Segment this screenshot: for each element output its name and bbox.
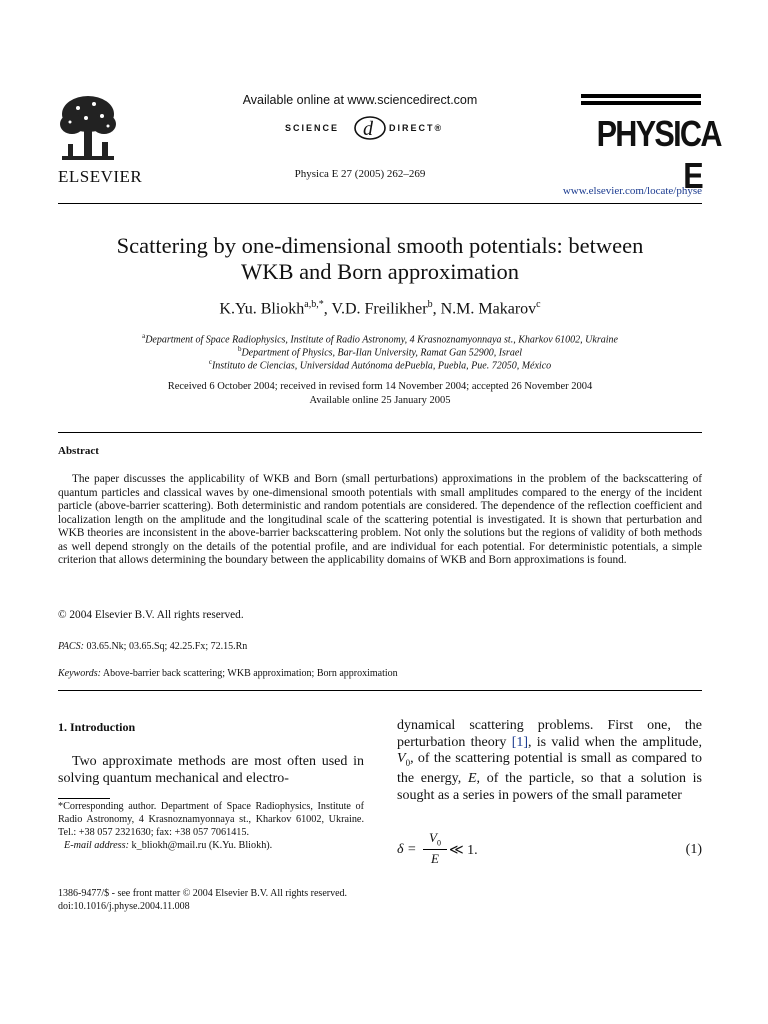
author-affil-mark: a,b,* xyxy=(304,299,324,310)
front-matter xyxy=(58,887,347,913)
elsevier-tree-logo xyxy=(58,94,118,166)
fraction-denominator: E xyxy=(431,850,439,866)
intro-paragraph-left: Two approximate methods are most often used in solving quantum mechanical and electro- xyxy=(58,754,364,786)
fraction-bar xyxy=(423,849,447,850)
citation-link[interactable]: [1] xyxy=(511,734,529,750)
para-text: , of the particle, so that a solution is sought as a series in powers of the small parameter xyxy=(397,771,703,803)
symbol-v: V xyxy=(397,751,406,766)
title-line-1: Scattering by one-dimensional smooth potentials: between xyxy=(116,233,644,258)
affil-mark: a xyxy=(142,332,146,340)
svg-text:d: d xyxy=(363,118,373,140)
fraction-numerator xyxy=(423,830,447,848)
abstract-top-divider xyxy=(58,432,702,433)
article-title xyxy=(58,233,702,285)
abstract-heading: Abstract xyxy=(58,445,99,457)
para-text: , is valid when the amplitude, xyxy=(528,734,702,750)
equation-number: (1) xyxy=(685,842,702,857)
issn-line: 1386-9477/$ - see front matter © 2004 Elsevier B.V. All rights reserved. xyxy=(58,888,348,899)
author-affil-mark: c xyxy=(536,299,541,310)
keywords-label: Keywords: xyxy=(58,668,101,679)
affil-mark: b xyxy=(237,345,242,353)
equation-1 xyxy=(397,828,702,868)
equation-fraction xyxy=(423,830,447,867)
affiliation-c xyxy=(58,358,702,371)
abstract-bottom-divider xyxy=(58,690,702,691)
available-online-text: Available online at www.sciencedirect.com xyxy=(242,93,478,107)
received-dates: Received 6 October 2004; received in revised form 14 November 2004; accepted 26 November 2004 xyxy=(167,381,593,392)
journal-logo-bars xyxy=(581,94,701,108)
para-text: dynamical scattering problems. First one, the perturbation theory xyxy=(397,718,702,750)
intro-paragraph-right xyxy=(397,718,702,804)
para-text: , of the scattering potential is small as compared to the energy, xyxy=(397,751,702,787)
numerator-sub: 0 xyxy=(436,838,441,848)
author-list xyxy=(58,299,702,318)
corresponding-author-footnote xyxy=(58,800,364,852)
keywords xyxy=(58,668,398,679)
pacs-codes xyxy=(58,641,247,652)
abstract-body: The paper discusses the applicability of WKB and Born (small perturbations) approximations in the problem of the backscattering of quantum particles and classical waves by one-dimensional smooth potentials with small amplitudes compared to the energy of the incident particle (above-barrier scattering). Both deterministic and random potentials are considered. The dependence of the reflection coefficient and localization length on the amplitude and the longitudinal scale of the scattering potential is investigated. It is shown that perturbation and WKB theories are inconsistent in the above-barrier backscattering problem. Not only the solutions but the regions of validity of both methods as well depend strongly on the details of the potential profile, and are individual for each potential. For deterministic potentials, a simple criterion that allows determining the boundary between the applicability domains of WKB and Born approximations is found. xyxy=(58,473,702,566)
affil-text: Department of Space Radiophysics, Institute of Radio Astronomy, 4 Krasnoznamyonnaya st., Kharkov 61002, Ukraine xyxy=(145,334,618,346)
pacs-values: 03.65.Nk; 03.65.Sq; 42.25.Fx; 72.15.Rn xyxy=(86,641,248,652)
author-separator: , xyxy=(323,300,332,318)
email-address-link[interactable]: k_bliokh@mail.ru (K.Yu. Bliokh). xyxy=(131,840,273,851)
title-line-2: WKB and Born approximation xyxy=(240,259,520,284)
pacs-label: PACS: xyxy=(58,641,84,652)
sd-direct-text: DIRECT® xyxy=(389,123,444,133)
journal-url-link[interactable]: www.elsevier.com/locate/physe xyxy=(562,185,702,197)
sciencedirect-logo xyxy=(285,114,475,142)
symbol-subscript: 0 xyxy=(405,757,411,768)
author-separator: , xyxy=(432,300,441,318)
journal-name: PHYSICA E xyxy=(596,113,721,196)
footnote-email xyxy=(64,839,272,852)
sd-science-text: SCIENCE xyxy=(285,123,340,133)
footnote-divider xyxy=(58,798,110,799)
equation-rhs: ≪ 1. xyxy=(449,843,478,858)
author-name[interactable]: K.Yu. Bliokh xyxy=(219,300,305,318)
equation-lhs: δ = xyxy=(397,842,417,857)
email-label: E-mail address: xyxy=(64,840,129,851)
author-name[interactable]: N.M. Makarov xyxy=(440,300,537,318)
keywords-values: Above-barrier back scattering; WKB approximation; Born approximation xyxy=(102,668,398,679)
author-affil-mark: b xyxy=(427,299,433,310)
doi-link[interactable]: doi:10.1016/j.physe.2004.11.008 xyxy=(58,901,190,912)
affil-mark: c xyxy=(208,358,212,366)
author-name[interactable]: V.D. Freilikher xyxy=(331,300,428,318)
publisher-name: ELSEVIER xyxy=(58,167,143,186)
affiliation-b xyxy=(58,345,702,358)
journal-reference: Physica E 27 (2005) 262–269 xyxy=(294,168,426,180)
affil-text: Instituto de Ciencias, Universidad Autónoma dePuebla, Puebla, Pue. 72050, México xyxy=(211,360,552,372)
abstract-copyright: © 2004 Elsevier B.V. All rights reserved. xyxy=(58,609,244,621)
symbol-e: E xyxy=(467,771,477,787)
numerator-var: V xyxy=(429,830,437,845)
affiliation-a xyxy=(58,332,702,345)
sciencedirect-d-icon xyxy=(353,114,387,142)
affil-text: Department of Physics, Bar-Ilan University, Ramat Gan 52900, Israel xyxy=(241,347,523,359)
section-heading-introduction: 1. Introduction xyxy=(58,720,136,734)
footnote-text: *Corresponding author. Department of Space Radiophysics, Institute of Radio Astronomy, 4 Krasnoznamyonnaya st., Kharkov 61002, Ukraine. Tel.: +38 057 2321630; fax: +38 057 7061415. xyxy=(58,801,364,838)
header-divider xyxy=(58,203,702,204)
available-date: Available online 25 January 2005 xyxy=(309,395,451,406)
